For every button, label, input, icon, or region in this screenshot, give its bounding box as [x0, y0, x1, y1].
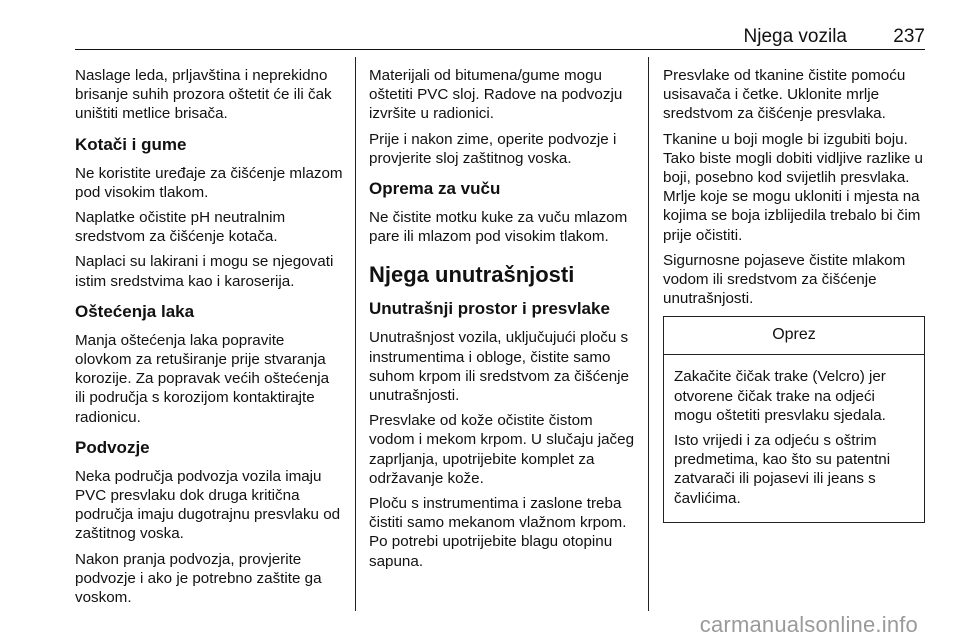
paragraph: Ploču s instrumentima i zaslone treba čistiti samo mekanom vlažnom krpom. Po potrebi upotrijebite blagu otopinu sapuna.: [369, 495, 627, 570]
paragraph: Tkanine u boji mogle bi izgubiti boju. Tako biste mogli dobiti vidljive razlike u boji, posebno kod svijetlih presvlaka. Mrlje koje se mogu ukloniti i mjesta na kojima se boja izblijedila trebalo bi čim prije očistiti.: [663, 130, 923, 244]
paragraph: Naplatke očistite pH neutralnim sredstvom za čišćenje kotača.: [75, 209, 286, 246]
paragraph: Zakačite čičak trake (Velcro) jer otvorene čičak trake na odjeći mogu oštetiti presvlaku sjedala.: [674, 368, 886, 424]
section-heading-interior-upholstery: Unutrašnji prostor i presvlake: [369, 299, 610, 319]
watermark: carmanualsonline.info: [699, 612, 918, 637]
paragraph: Presvlake od tkanine čistite pomoću usisavača i četke. Uklonite mrlje sredstvom za čišćenje presvlaka.: [663, 67, 906, 123]
paragraph: Ne čistite motku kuke za vuču mlazom pare ili mlazom pod visokim tlakom.: [369, 209, 628, 246]
page-number: 237: [893, 26, 925, 47]
column-2: [369, 66, 635, 577]
paragraph: Isto vrijedi i za odjeću s oštrim predmetima, kao što su patentni zatvarači ili pojasevi ili jeans s čavlićima.: [674, 432, 891, 507]
paragraph: Naplaci su lakirani i mogu se njegovati istim sredstvima kao i karoserija.: [75, 253, 334, 290]
section-heading-underbody: Podvozje: [75, 437, 150, 457]
section-heading-wheels-tyres: Kotači i gume: [75, 134, 187, 154]
paragraph: Prije i nakon zime, operite podvozje i provjerite sloj zaštitnog voska.: [369, 130, 617, 167]
column-1: [75, 66, 343, 613]
chapter-title: Njega vozila: [743, 26, 847, 47]
caution-body: [664, 355, 924, 521]
header-rule: [75, 49, 925, 50]
paragraph: Nakon pranja podvozja, provjerite podvozje i ako je potrebno zaštite ga voskom.: [75, 550, 322, 607]
column-divider-2: [648, 57, 649, 611]
paragraph: Naslage leda, prljavština i neprekidno brisanje suhih prozora oštetit će ili čak uništiti metlice brisača.: [75, 67, 332, 123]
paragraph: Unutrašnjost vozila, uključujući ploču s instrumentima i obloge, čistite samo suhom krpom ili sredstvom za čišćenje unutrašnjosti.: [369, 329, 629, 405]
column-3: [663, 66, 925, 523]
chapter-heading-interior-care: Njega unutrašnjosti: [369, 262, 575, 288]
section-heading-towing-equipment: Oprema za vuču: [369, 179, 501, 199]
caution-box: [663, 316, 925, 522]
paragraph: Sigurnosne pojaseve čistite mlakom vodom ili sredstvom za čišćenje unutrašnjosti.: [663, 251, 906, 308]
caution-title: Oprez: [664, 317, 924, 355]
paragraph: Neka područja podvozja vozila imaju PVC presvlaku dok druga kritična područja imaju dugotrajnu presvlaku od zaštitnog voska.: [75, 467, 341, 543]
column-divider-1: [355, 57, 356, 611]
section-heading-paint-damage: Oštećenja laka: [75, 301, 195, 321]
paragraph: Manja oštećenja laka popravite olovkom za retuširanje prije stvaranja korozije. Za popravak većih oštećenja ili područja s korozijom kontaktirajte radionicu.: [75, 331, 330, 426]
page-header: [75, 22, 925, 50]
paragraph: Presvlake od kože očistite čistom vodom i mekom krpom. U slučaju jačeg zaprljanja, upotrijebite komplet za održavanje kože.: [369, 412, 635, 487]
paragraph: Materijali od bitumena/gume mogu oštetiti PVC sloj. Radove na podvozju izvršite u radionici.: [369, 67, 623, 123]
paragraph: Ne koristite uređaje za čišćenje mlazom pod visokim tlakom.: [75, 164, 343, 201]
